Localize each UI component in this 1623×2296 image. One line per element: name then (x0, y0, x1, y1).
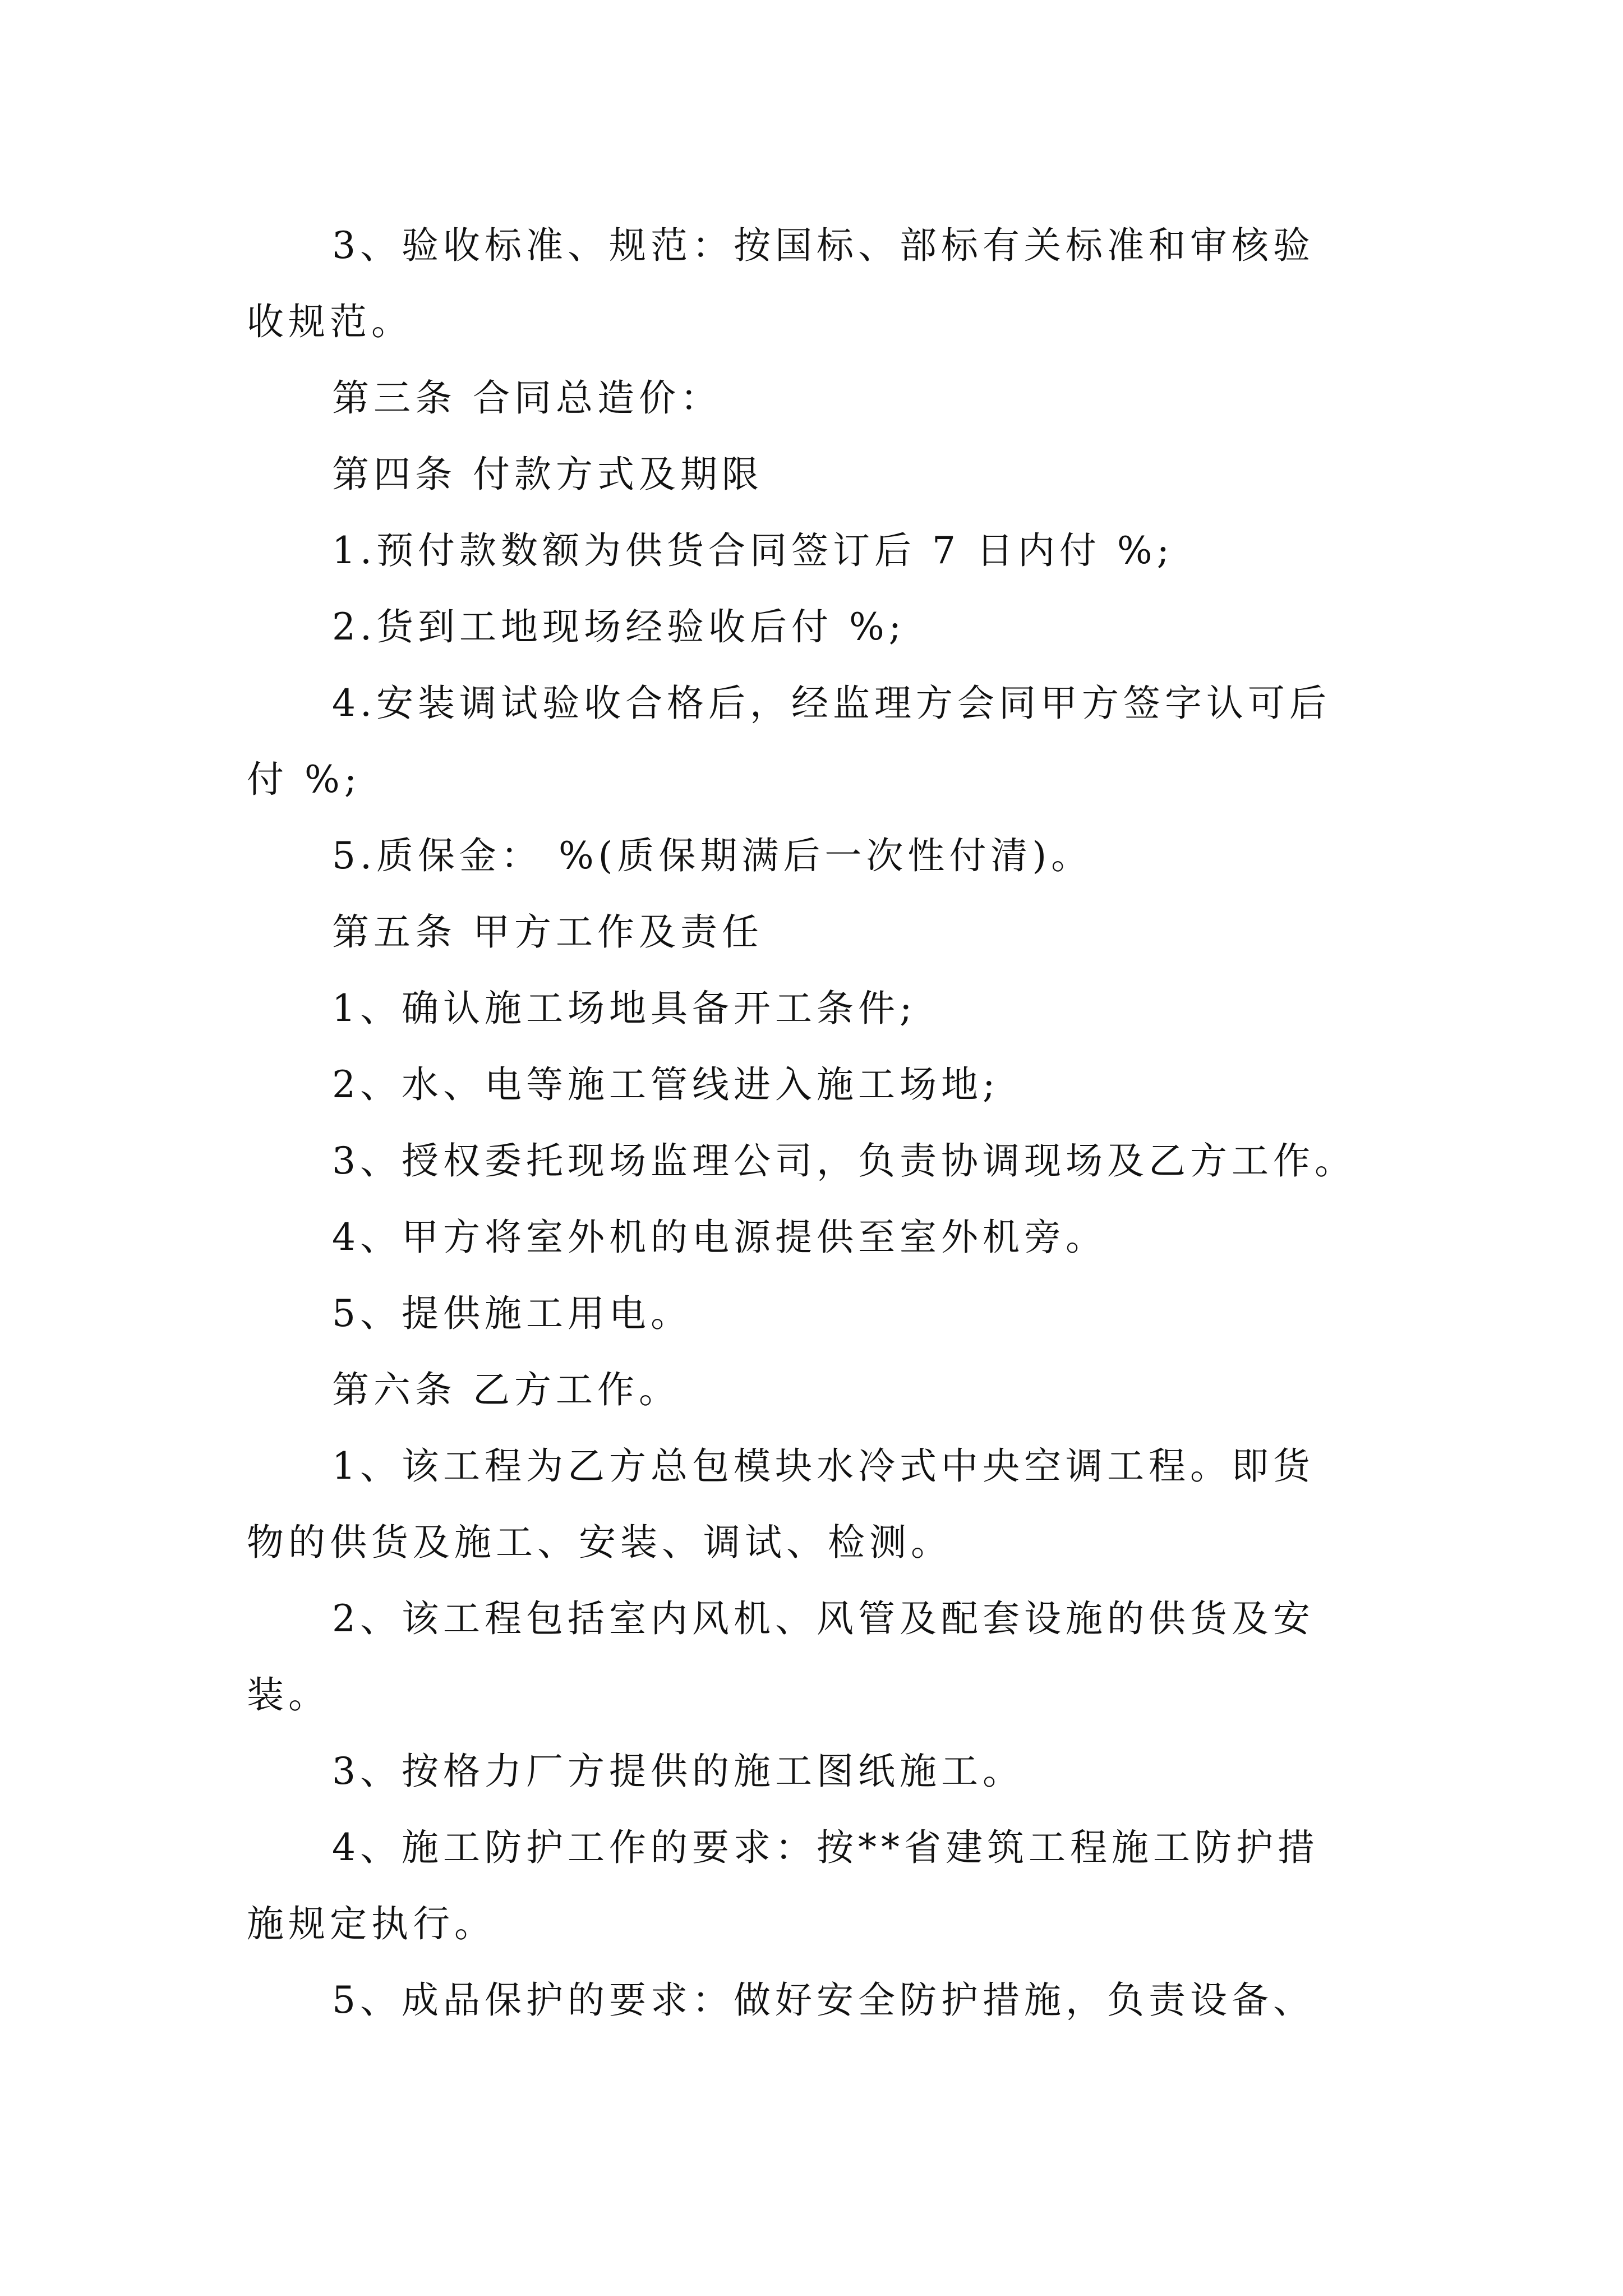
text-line: 1、确认施工场地具备开工条件; (332, 987, 917, 1030)
text-line: 收规范。 (247, 300, 413, 343)
text-line: 4、甲方将室外机的电源提供至室外机旁。 (332, 1216, 1107, 1259)
document-body (247, 208, 1385, 2039)
text-line: 5、提供施工用电。 (332, 1292, 692, 1335)
text-line: 5、成品保护的要求：做好安全防护措施，负责设备、 (332, 1978, 1315, 2022)
text-line: 付 %; (247, 758, 361, 801)
text-line: 1.预付款数额为供货合同签订后 7 日内付 %; (332, 529, 1174, 572)
clause-heading: 第三条 合同总造价： (332, 376, 722, 420)
text-line: 5.质保金： %(质保期满后一次性付清)。 (332, 834, 1093, 877)
clause-heading: 第四条 付款方式及期限 (332, 453, 763, 496)
clause-heading: 第五条 甲方工作及责任 (332, 910, 763, 954)
text-line: 2、水、电等施工管线进入施工场地; (332, 1063, 1000, 1106)
text-line: 3、按格力厂方提供的施工图纸施工。 (332, 1750, 1024, 1793)
text-line: 2、该工程包括室内风机、风管及配套设施的供货及安 (332, 1597, 1315, 1640)
text-line: 施规定执行。 (247, 1902, 496, 1945)
text-line: 2.货到工地现场经验收后付 %; (332, 605, 906, 648)
text-line: 3、验收标准、规范：按国标、部标有关标准和审核验 (332, 224, 1315, 267)
text-line: 物的供货及施工、安装、调试、检测。 (247, 1521, 952, 1564)
text-line: 3、授权委托现场监理公司，负责协调现场及乙方工作。 (332, 1139, 1356, 1182)
text-line: 装。 (247, 1673, 330, 1717)
text-line: 4、施工防护工作的要求：按**省建筑工程施工防护措 (332, 1826, 1319, 1869)
text-line: 4.安装调试验收合格后，经监理方会同甲方签字认可后 (332, 682, 1331, 725)
clause-heading: 第六条 乙方工作。 (332, 1368, 680, 1411)
text-line: 1、该工程为乙方总包模块水冷式中央空调工程。即货 (332, 1444, 1315, 1488)
